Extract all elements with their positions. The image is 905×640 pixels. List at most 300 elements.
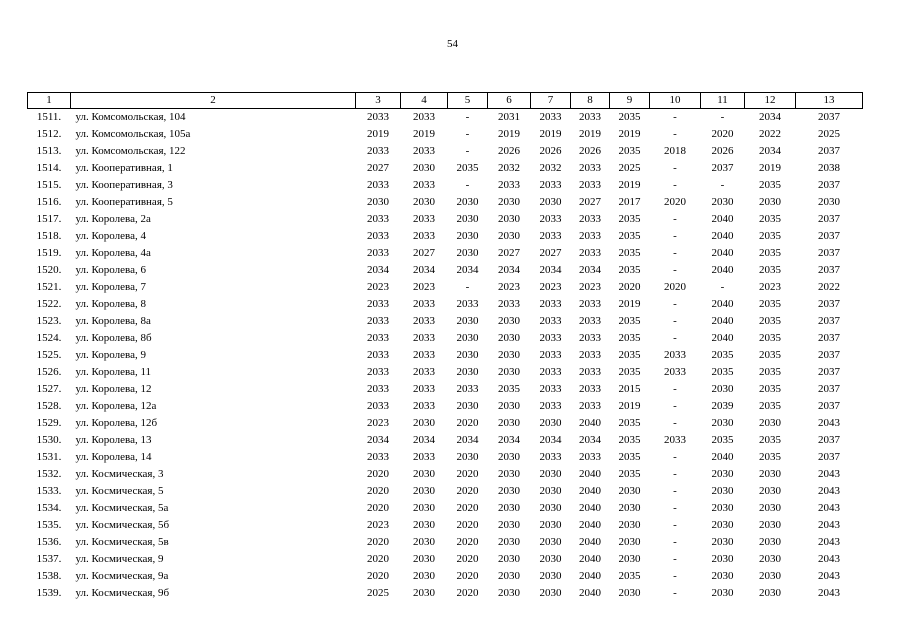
address-cell: ул. Космическая, 5а <box>75 502 169 514</box>
year-cell: 2030 <box>498 230 520 242</box>
year-cell: 2030 <box>618 553 641 565</box>
year-cell: 2033 <box>367 213 389 225</box>
year-cell: 2030 <box>498 570 520 582</box>
year-cell: 2033 <box>579 400 601 412</box>
year-cell: 2033 <box>367 111 389 123</box>
year-cell: 2030 <box>759 502 781 514</box>
year-cell: 2030 <box>456 196 479 208</box>
year-cell: 2040 <box>579 536 601 548</box>
year-cell: 2020 <box>456 485 479 497</box>
year-cell: 2037 <box>818 111 840 123</box>
year-cell: 2040 <box>579 485 601 497</box>
year-cell: 2035 <box>618 434 641 446</box>
year-cell: 2035 <box>759 366 781 378</box>
year-cell: 2037 <box>818 145 840 157</box>
address-cell: ул. Королева, 12а <box>75 400 157 412</box>
address-cell: ул. Королева, 8а <box>75 315 151 327</box>
address-cell: ул. Космическая, 9 <box>75 553 164 565</box>
year-cell: 2035 <box>618 111 641 123</box>
year-cell: 2043 <box>818 502 840 514</box>
address-cell: ул. Королева, 6 <box>75 264 146 276</box>
year-cell: 2031 <box>498 111 520 123</box>
year-cell: 2030 <box>539 553 562 565</box>
row-number-cell: 1520. <box>36 264 62 276</box>
address-cell: ул. Кооперативная, 1 <box>75 162 173 174</box>
year-cell: 2030 <box>618 519 641 531</box>
year-cell: 2033 <box>413 349 435 361</box>
column-header-1: 1 <box>28 93 71 109</box>
row-number-cell: 1517. <box>36 213 62 225</box>
year-cell: 2035 <box>711 349 734 361</box>
year-cell: 2033 <box>413 366 435 378</box>
address-cell: ул. Королева, 9 <box>75 349 146 361</box>
year-cell: 2035 <box>759 213 781 225</box>
year-cell: 2033 <box>579 332 601 344</box>
year-cell: 2034 <box>456 264 479 276</box>
year-cell: 2033 <box>413 145 435 157</box>
year-cell: 2037 <box>818 213 840 225</box>
year-cell: - <box>673 332 677 344</box>
year-cell: 2026 <box>498 145 520 157</box>
year-cell: 2033 <box>413 111 435 123</box>
year-cell: 2040 <box>711 315 734 327</box>
year-cell: 2040 <box>579 417 601 429</box>
year-cell: 2030 <box>413 536 435 548</box>
year-cell: 2030 <box>539 417 562 429</box>
year-cell: 2033 <box>539 349 562 361</box>
year-cell: - <box>673 179 677 191</box>
year-cell: - <box>465 128 470 140</box>
year-cell: 2037 <box>818 298 840 310</box>
year-cell: 2040 <box>711 230 734 242</box>
year-cell: 2033 <box>579 247 601 259</box>
year-cell: 2020 <box>711 128 734 140</box>
address-cell: ул. Космическая, 5 <box>75 485 164 497</box>
year-cell: - <box>720 111 725 123</box>
table-row <box>28 568 863 585</box>
row-number-cell: 1521. <box>36 281 62 293</box>
year-cell: 2027 <box>367 162 389 174</box>
year-cell: 2030 <box>456 349 479 361</box>
year-cell: 2030 <box>759 519 781 531</box>
year-cell: 2030 <box>413 553 435 565</box>
year-cell: 2033 <box>539 366 562 378</box>
year-cell: 2034 <box>539 264 562 276</box>
table-row <box>28 211 863 228</box>
year-cell: 2035 <box>618 213 641 225</box>
year-cell: 2032 <box>539 162 562 174</box>
year-cell: 2033 <box>539 332 562 344</box>
year-cell: 2035 <box>618 570 641 582</box>
year-cell: 2030 <box>759 587 781 599</box>
row-number-cell: 1512. <box>36 128 62 140</box>
year-cell: 2033 <box>413 230 435 242</box>
year-cell: - <box>673 451 677 463</box>
year-cell: 2035 <box>618 264 641 276</box>
row-number-cell: 1534. <box>36 502 62 514</box>
year-cell: 2033 <box>413 332 435 344</box>
data-table <box>27 92 863 602</box>
year-cell: - <box>673 485 677 497</box>
address-cell: ул. Королева, 8 <box>75 298 146 310</box>
table-header <box>28 93 863 109</box>
year-cell: 2025 <box>367 587 389 599</box>
year-cell: 2035 <box>618 247 641 259</box>
year-cell: 2037 <box>711 162 734 174</box>
year-cell: 2020 <box>456 502 479 514</box>
year-cell: 2023 <box>498 281 520 293</box>
year-cell: - <box>720 281 725 293</box>
year-cell: 2027 <box>539 247 562 259</box>
year-cell: - <box>465 281 470 293</box>
year-cell: 2033 <box>579 366 601 378</box>
year-cell: 2030 <box>498 536 520 548</box>
year-cell: 2033 <box>367 298 389 310</box>
year-cell: 2030 <box>498 315 520 327</box>
year-cell: 2030 <box>498 213 520 225</box>
row-number-cell: 1538. <box>36 570 62 582</box>
row-number-cell: 1528. <box>36 400 62 412</box>
year-cell: 2023 <box>367 519 389 531</box>
year-cell: 2023 <box>413 281 435 293</box>
year-cell: 2033 <box>367 366 389 378</box>
year-cell: 2043 <box>818 570 840 582</box>
year-cell: 2030 <box>759 485 781 497</box>
year-cell: 2033 <box>367 230 389 242</box>
year-cell: 2034 <box>498 434 520 446</box>
table-row <box>28 160 863 177</box>
year-cell: 2030 <box>498 451 520 463</box>
address-cell: ул. Королева, 12 <box>75 383 152 395</box>
address-cell: ул. Комсомольская, 105а <box>75 128 191 140</box>
year-cell: 2033 <box>539 315 562 327</box>
row-number-cell: 1533. <box>36 485 62 497</box>
year-cell: 2043 <box>818 587 840 599</box>
year-cell: - <box>673 468 677 480</box>
year-cell: 2019 <box>367 128 389 140</box>
year-cell: - <box>673 247 677 259</box>
address-cell: ул. Королева, 14 <box>75 451 152 463</box>
year-cell: 2033 <box>579 315 601 327</box>
year-cell: 2020 <box>456 468 479 480</box>
year-cell: 2033 <box>413 315 435 327</box>
table-row <box>28 381 863 398</box>
year-cell: 2015 <box>618 383 641 395</box>
table-row <box>28 432 863 449</box>
year-cell: 2030 <box>711 502 734 514</box>
year-cell: 2019 <box>618 179 641 191</box>
year-cell: 2033 <box>539 179 562 191</box>
year-cell: 2033 <box>539 400 562 412</box>
year-cell: 2033 <box>498 298 520 310</box>
year-cell: 2033 <box>579 230 601 242</box>
column-header-11: 11 <box>701 93 745 109</box>
year-cell: 2020 <box>664 281 686 293</box>
row-number-cell: 1531. <box>36 451 62 463</box>
year-cell: - <box>673 162 677 174</box>
year-cell: 2033 <box>539 383 562 395</box>
row-number-cell: 1511. <box>36 111 62 123</box>
page-number: 54 <box>447 38 458 50</box>
column-header-3: 3 <box>356 93 401 109</box>
year-cell: 2033 <box>413 400 435 412</box>
year-cell: 2037 <box>818 247 840 259</box>
year-cell: 2040 <box>711 247 734 259</box>
year-cell: 2030 <box>498 417 520 429</box>
year-cell: 2035 <box>618 468 641 480</box>
column-header-2: 2 <box>71 93 356 109</box>
year-cell: - <box>673 128 677 140</box>
year-cell: 2020 <box>367 468 389 480</box>
year-cell: - <box>673 315 677 327</box>
year-cell: - <box>673 298 677 310</box>
year-cell: 2035 <box>759 332 781 344</box>
year-cell: 2040 <box>579 468 601 480</box>
year-cell: 2035 <box>759 179 781 191</box>
year-cell: 2034 <box>413 264 435 276</box>
year-cell: 2030 <box>456 400 479 412</box>
year-cell: 2035 <box>618 332 641 344</box>
year-cell: 2040 <box>579 519 601 531</box>
year-cell: 2035 <box>759 247 781 259</box>
address-cell: ул. Космическая, 5б <box>75 519 170 531</box>
year-cell: 2030 <box>711 485 734 497</box>
year-cell: 2035 <box>618 230 641 242</box>
year-cell: 2033 <box>367 145 389 157</box>
year-cell: 2037 <box>818 179 840 191</box>
year-cell: 2030 <box>539 485 562 497</box>
year-cell: 2033 <box>539 451 562 463</box>
year-cell: 2040 <box>579 587 601 599</box>
year-cell: 2033 <box>413 383 435 395</box>
year-cell: 2020 <box>456 587 479 599</box>
year-cell: 2035 <box>711 434 734 446</box>
year-cell: 2030 <box>498 485 520 497</box>
year-cell: 2040 <box>711 332 734 344</box>
table-row <box>28 415 863 432</box>
year-cell: - <box>673 400 677 412</box>
year-cell: 2034 <box>367 434 389 446</box>
year-cell: 2035 <box>759 451 781 463</box>
address-cell: ул. Королева, 4а <box>75 247 151 259</box>
row-number-cell: 1532. <box>36 468 62 480</box>
table-row <box>28 551 863 568</box>
year-cell: - <box>673 230 677 242</box>
year-cell: - <box>673 111 677 123</box>
table-row <box>28 296 863 313</box>
year-cell: 2033 <box>579 162 601 174</box>
address-cell: ул. Комсомольская, 122 <box>75 145 186 157</box>
year-cell: 2026 <box>539 145 562 157</box>
year-cell: 2035 <box>618 417 641 429</box>
year-cell: 2020 <box>618 281 641 293</box>
table-body <box>28 109 863 603</box>
year-cell: 2020 <box>456 553 479 565</box>
year-cell: 2034 <box>579 434 601 446</box>
table-row <box>28 534 863 551</box>
year-cell: 2019 <box>413 128 435 140</box>
year-cell: 2030 <box>539 468 562 480</box>
column-header-10: 10 <box>650 93 701 109</box>
year-cell: 2020 <box>664 196 686 208</box>
year-cell: 2037 <box>818 230 840 242</box>
year-cell: 2037 <box>818 332 840 344</box>
table-row <box>28 330 863 347</box>
address-cell: ул. Королева, 11 <box>75 366 152 378</box>
year-cell: 2030 <box>711 383 734 395</box>
year-cell: 2026 <box>579 145 601 157</box>
year-cell: 2030 <box>711 196 734 208</box>
address-cell: ул. Космическая, 5в <box>75 536 169 548</box>
year-cell: 2032 <box>498 162 520 174</box>
year-cell: 2030 <box>456 230 479 242</box>
year-cell: 2034 <box>413 434 435 446</box>
year-cell: 2030 <box>413 196 435 208</box>
year-cell: 2037 <box>818 366 840 378</box>
table-row <box>28 279 863 296</box>
year-cell: 2043 <box>818 468 840 480</box>
year-cell: 2030 <box>367 196 389 208</box>
year-cell: 2035 <box>711 366 734 378</box>
year-cell: 2043 <box>818 553 840 565</box>
year-cell: 2027 <box>498 247 520 259</box>
row-number-cell: 1515. <box>36 179 62 191</box>
year-cell: - <box>673 553 677 565</box>
year-cell: 2033 <box>579 383 601 395</box>
table-row <box>28 500 863 517</box>
table-row <box>28 262 863 279</box>
year-cell: 2030 <box>711 417 734 429</box>
table-row <box>28 143 863 160</box>
row-number-cell: 1522. <box>36 298 62 310</box>
year-cell: - <box>673 519 677 531</box>
table-row <box>28 194 863 211</box>
year-cell: 2037 <box>818 400 840 412</box>
year-cell: - <box>465 179 470 191</box>
year-cell: 2033 <box>367 315 389 327</box>
year-cell: 2035 <box>759 383 781 395</box>
year-cell: - <box>465 145 470 157</box>
year-cell: 2030 <box>711 570 734 582</box>
row-number-cell: 1513. <box>36 145 62 157</box>
year-cell: 2030 <box>618 502 641 514</box>
table-row <box>28 245 863 262</box>
year-cell: 2030 <box>498 332 520 344</box>
year-cell: 2030 <box>711 468 734 480</box>
row-number-cell: 1536. <box>36 536 62 548</box>
address-cell: ул. Комсомольская, 104 <box>75 111 186 123</box>
year-cell: 2019 <box>759 162 781 174</box>
year-cell: 2030 <box>413 162 435 174</box>
table-row <box>28 364 863 381</box>
row-number-cell: 1518. <box>36 230 62 242</box>
year-cell: 2030 <box>456 366 479 378</box>
row-number-cell: 1516. <box>36 196 62 208</box>
year-cell: 2033 <box>664 349 686 361</box>
year-cell: 2040 <box>711 213 734 225</box>
year-cell: 2034 <box>759 111 781 123</box>
table-row <box>28 177 863 194</box>
year-cell: 2030 <box>413 570 435 582</box>
year-cell: 2030 <box>539 196 562 208</box>
year-cell: 2035 <box>759 400 781 412</box>
year-cell: 2019 <box>539 128 562 140</box>
year-cell: 2030 <box>539 570 562 582</box>
column-header-5: 5 <box>448 93 488 109</box>
year-cell: 2027 <box>579 196 601 208</box>
year-cell: 2035 <box>618 145 641 157</box>
year-cell: 2033 <box>413 298 435 310</box>
year-cell: 2037 <box>818 315 840 327</box>
year-cell: 2030 <box>498 519 520 531</box>
year-cell: 2017 <box>618 196 641 208</box>
year-cell: 2030 <box>413 468 435 480</box>
year-cell: 2034 <box>456 434 479 446</box>
address-cell: ул. Королева, 13 <box>75 434 152 446</box>
year-cell: 2040 <box>711 451 734 463</box>
address-cell: ул. Кооперативная, 5 <box>75 196 173 208</box>
year-cell: 2035 <box>759 434 781 446</box>
year-cell: 2022 <box>759 128 781 140</box>
year-cell: 2033 <box>456 383 479 395</box>
year-cell: 2030 <box>498 553 520 565</box>
table-row <box>28 347 863 364</box>
year-cell: 2033 <box>579 111 601 123</box>
year-cell: 2038 <box>818 162 840 174</box>
column-header-9: 9 <box>610 93 650 109</box>
year-cell: 2023 <box>367 281 389 293</box>
row-number-cell: 1524. <box>36 332 62 344</box>
year-cell: 2037 <box>818 451 840 463</box>
year-cell: 2040 <box>579 502 601 514</box>
row-number-cell: 1526. <box>36 366 62 378</box>
year-cell: 2030 <box>413 587 435 599</box>
column-header-13: 13 <box>796 93 863 109</box>
year-cell: 2018 <box>664 145 686 157</box>
year-cell: 2035 <box>498 383 520 395</box>
year-cell: 2033 <box>579 349 601 361</box>
year-cell: 2033 <box>413 213 435 225</box>
table-row <box>28 398 863 415</box>
year-cell: 2030 <box>498 349 520 361</box>
address-cell: ул. Королева, 8б <box>75 332 152 344</box>
year-cell: 2043 <box>818 417 840 429</box>
year-cell: 2030 <box>498 366 520 378</box>
year-cell: 2040 <box>579 553 601 565</box>
year-cell: 2030 <box>498 400 520 412</box>
address-cell: ул. Космическая, 9а <box>75 570 169 582</box>
table-row <box>28 483 863 500</box>
year-cell: 2030 <box>456 315 479 327</box>
year-cell: 2033 <box>579 451 601 463</box>
year-cell: 2030 <box>456 213 479 225</box>
year-cell: 2030 <box>498 196 520 208</box>
year-cell: 2033 <box>367 332 389 344</box>
year-cell: 2033 <box>498 179 520 191</box>
year-cell: 2030 <box>539 519 562 531</box>
table-row <box>28 517 863 534</box>
year-cell: 2043 <box>818 485 840 497</box>
column-header-12: 12 <box>745 93 796 109</box>
row-number-cell: 1537. <box>36 553 62 565</box>
year-cell: 2043 <box>818 536 840 548</box>
year-cell: 2030 <box>711 536 734 548</box>
year-cell: 2030 <box>759 536 781 548</box>
year-cell: 2020 <box>367 502 389 514</box>
year-cell: 2033 <box>413 179 435 191</box>
year-cell: 2019 <box>618 128 641 140</box>
year-cell: 2020 <box>367 553 389 565</box>
